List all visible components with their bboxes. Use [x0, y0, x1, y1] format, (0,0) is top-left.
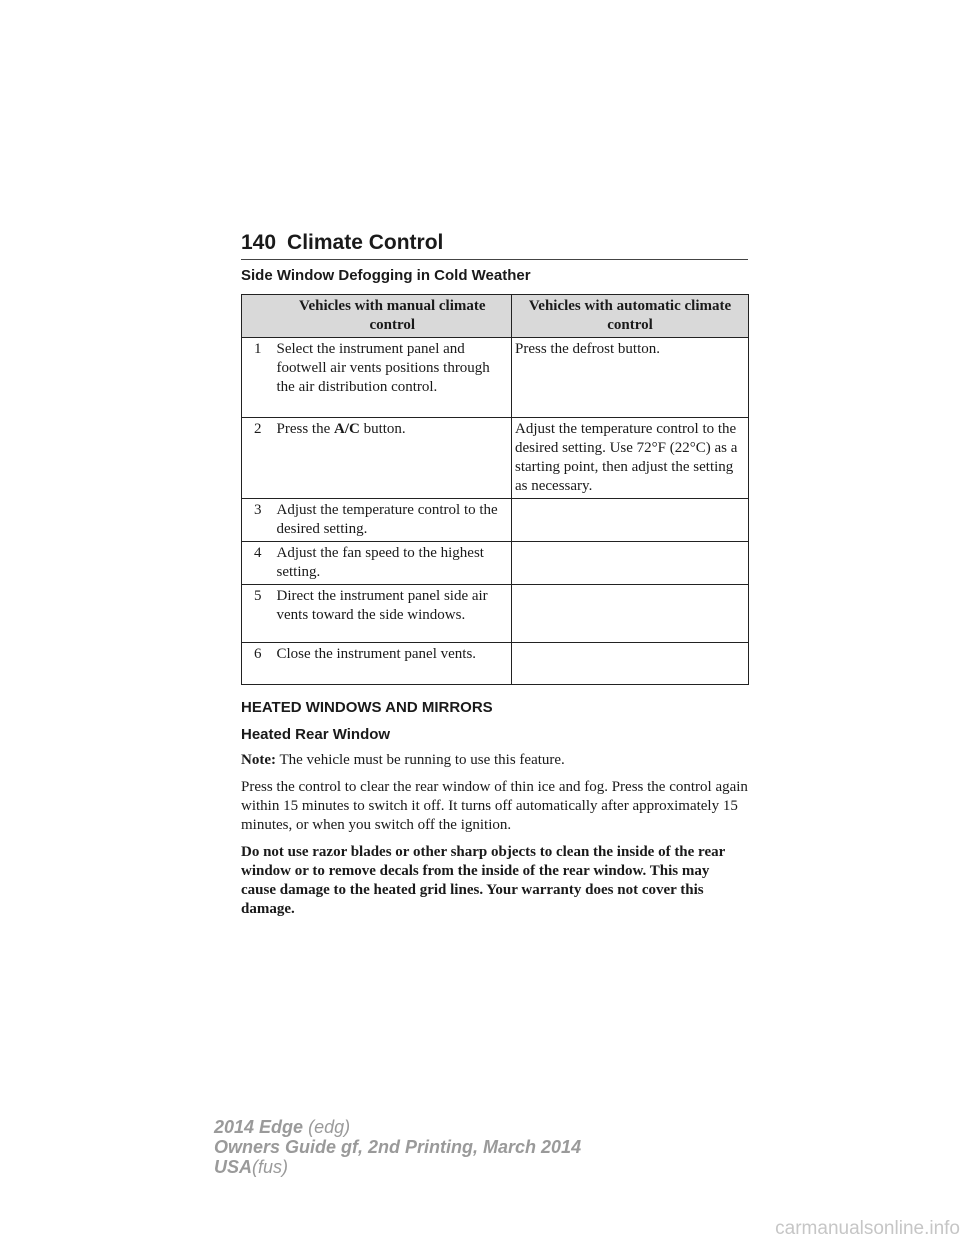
- page-footer: [214, 1117, 581, 1177]
- warning-paragraph: Do not use razor blades or other sharp objects to clean the inside of the rear window or to remove decals from the inside of the rear window. This may cause damage to the heated grid lines. Your warranty does not cover this damage.: [241, 844, 725, 917]
- footer-line-market: [214, 1157, 581, 1177]
- row-manual-text: Adjust the fan speed to the highest setting.: [274, 542, 512, 585]
- ac-button-label: A/C: [334, 421, 360, 437]
- footer-market: USA: [214, 1157, 253, 1177]
- row-number: 1: [242, 338, 274, 418]
- table-row: [242, 418, 749, 499]
- row-auto-text: [512, 585, 749, 643]
- heated-section-title: HEATED WINDOWS AND MIRRORS: [241, 699, 493, 716]
- row-auto-text: Press the defrost button.: [512, 338, 749, 418]
- defog-table: [241, 294, 749, 685]
- note-paragraph: [241, 751, 748, 770]
- footer-line-model: [214, 1117, 581, 1137]
- defog-section-title: Side Window Defogging in Cold Weather: [241, 267, 531, 284]
- note-label: Note:: [241, 752, 276, 768]
- table-row: [242, 499, 749, 542]
- row-number: 4: [242, 542, 274, 585]
- table-row: [242, 542, 749, 585]
- watermark: carmanualsonline.info: [775, 1218, 960, 1239]
- row-number: 6: [242, 643, 274, 685]
- row-manual-text: Direct the instrument panel side air vents toward the side windows.: [274, 585, 512, 643]
- table-header-auto: Vehicles with automatic climate control: [512, 295, 749, 338]
- footer-guide: Owners Guide gf, 2nd Printing, March 2014: [214, 1137, 582, 1157]
- table-row: [242, 585, 749, 643]
- row-manual-prefix: Press the: [276, 421, 334, 437]
- row-manual-text: [274, 418, 512, 499]
- footer-market-code: (fus): [252, 1157, 289, 1177]
- row-manual-text: Adjust the temperature control to the desired setting.: [274, 499, 512, 542]
- page-header: [241, 228, 748, 260]
- chapter-title: Climate Control: [287, 231, 444, 254]
- footer-model-code: (edg): [308, 1117, 351, 1137]
- row-number: 3: [242, 499, 274, 542]
- row-manual-suffix: button.: [359, 421, 406, 437]
- row-auto-text: Adjust the temperature control to the desired setting. Use 72°F (22°C) as a starting point, then adjust the setting as necessary.: [512, 418, 749, 499]
- footer-model: 2014 Edge: [214, 1117, 304, 1137]
- table-row: [242, 643, 749, 685]
- table-row: [242, 338, 749, 418]
- table-header-row: [242, 295, 749, 338]
- rear-window-paragraph: Press the control to clear the rear window of thin ice and fog. Press the control again within 15 minutes to switch it off. It turns off automatically after approximately 15 minutes, or when you switch off the ignition.: [241, 779, 748, 833]
- table-header-manual: Vehicles with manual climate control: [274, 295, 512, 338]
- heated-rear-window-title: Heated Rear Window: [241, 726, 391, 743]
- row-auto-text: [512, 542, 749, 585]
- row-manual-text: Close the instrument panel vents.: [274, 643, 512, 685]
- row-number: 5: [242, 585, 274, 643]
- note-text: The vehicle must be running to use this feature.: [275, 752, 565, 768]
- page-content: [241, 266, 748, 927]
- row-auto-text: [512, 643, 749, 685]
- row-auto-text: [512, 499, 749, 542]
- page-number: 140: [241, 231, 277, 254]
- table-header-num: [242, 295, 274, 338]
- row-manual-text: Select the instrument panel and footwell air vents positions through the air distribution control.: [274, 338, 512, 418]
- row-number: 2: [242, 418, 274, 499]
